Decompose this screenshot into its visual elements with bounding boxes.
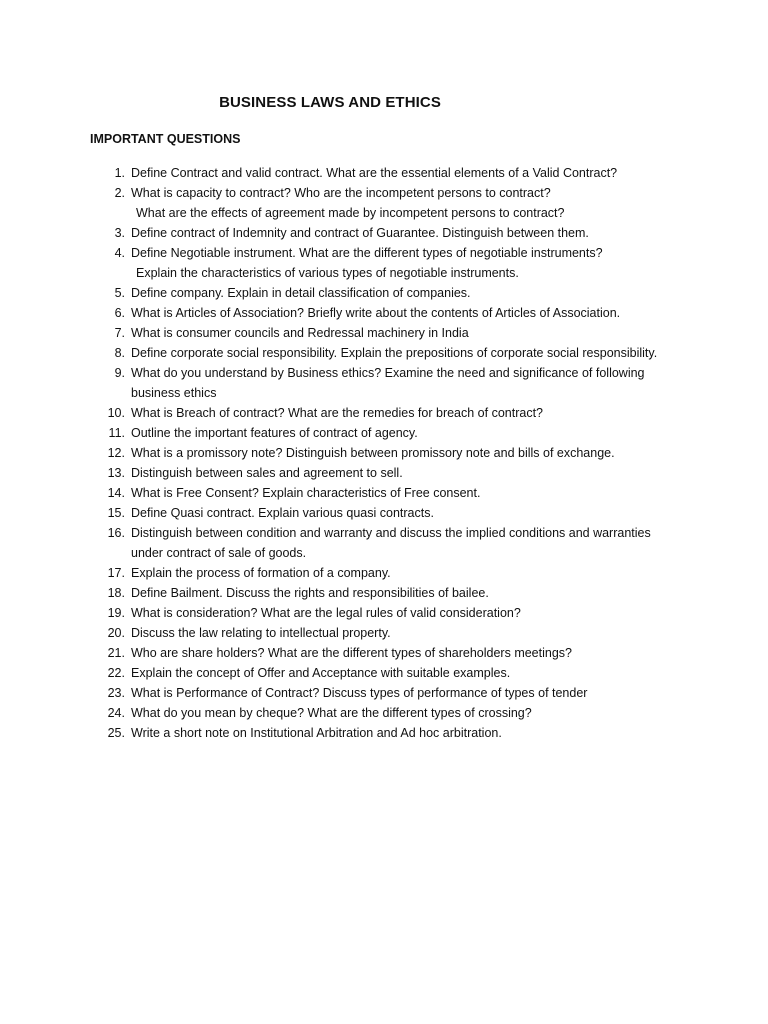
question-text: Discuss the law relating to intellectual property.: [131, 626, 391, 640]
question-item: [0, 683, 768, 703]
question-number: 24.: [107, 706, 125, 720]
question-text: Define corporate social responsibility. Explain the prepositions of corporate social responsibility.: [131, 346, 658, 360]
question-item: [0, 503, 768, 523]
question-text: What is Breach of contract? What are the remedies for breach of contract?: [131, 406, 543, 420]
question-number: 3.: [114, 226, 125, 240]
question-item: [0, 283, 768, 303]
question-number: 1.: [114, 166, 125, 180]
question-text: What is consumer councils and Redressal machinery in India: [131, 326, 469, 340]
question-item: [0, 223, 768, 243]
question-text: Who are share holders? What are the different types of shareholders meetings?: [131, 646, 572, 660]
question-number: 4.: [114, 246, 125, 260]
question-item: [0, 343, 768, 363]
question-item: [0, 483, 768, 503]
question-number: 16.: [107, 526, 125, 540]
question-text: What is Articles of Association? Briefly write about the contents of Articles of Association.: [131, 306, 621, 320]
question-number: 14.: [107, 486, 125, 500]
question-item: [0, 623, 768, 643]
question-text: Define Bailment. Discuss the rights and responsibilities of bailee.: [131, 586, 489, 600]
question-item: [0, 323, 768, 343]
question-item: [0, 703, 768, 723]
question-number: 12.: [107, 446, 125, 460]
question-number: 23.: [107, 686, 125, 700]
question-text: What is a promissory note? Distinguish between promissory note and bills of exchange.: [131, 446, 615, 460]
section-heading: IMPORTANT QUESTIONS: [90, 132, 241, 146]
question-number: 9.: [114, 366, 125, 380]
question-text: Explain the process of formation of a company.: [131, 566, 391, 580]
question-number: 11.: [108, 426, 125, 440]
question-number: 8.: [114, 346, 125, 360]
question-text: What is Free Consent? Explain characteristics of Free consent.: [131, 486, 481, 500]
question-item: [0, 363, 768, 403]
question-text: What do you understand by Business ethics? Examine the need and significance of following: [131, 366, 645, 380]
question-number: 20.: [107, 626, 125, 640]
question-number: 25.: [107, 726, 125, 740]
question-item: [0, 303, 768, 323]
question-number: 10.: [107, 406, 125, 420]
question-text: Distinguish between sales and agreement to sell.: [131, 466, 403, 480]
question-number: 2.: [114, 186, 125, 200]
question-text: Define contract of Indemnity and contract of Guarantee. Distinguish between them.: [131, 226, 589, 240]
question-number: 21.: [107, 646, 125, 660]
question-text: Distinguish between condition and warranty and discuss the implied conditions and warranties: [131, 526, 651, 540]
question-text: Define company. Explain in detail classification of companies.: [131, 286, 471, 300]
question-number: 18.: [107, 586, 125, 600]
question-text-continuation: under contract of sale of goods.: [131, 546, 307, 560]
page-title: BUSINESS LAWS AND ETHICS: [219, 94, 441, 111]
question-list: [0, 163, 768, 743]
question-text: What is consideration? What are the legal rules of valid consideration?: [131, 606, 521, 620]
question-item: [0, 183, 768, 223]
question-number: 13.: [107, 466, 125, 480]
question-item: [0, 243, 768, 283]
question-item: [0, 463, 768, 483]
question-text-continuation: business ethics: [131, 386, 217, 400]
question-number: 15.: [107, 506, 125, 520]
question-number: 6.: [114, 306, 125, 320]
question-item: [0, 443, 768, 463]
question-item: [0, 563, 768, 583]
question-item: [0, 663, 768, 683]
question-number: 22.: [107, 666, 125, 680]
question-item: [0, 603, 768, 623]
question-text-continuation: Explain the characteristics of various types of negotiable instruments.: [136, 266, 519, 280]
question-text: What is capacity to contract? Who are the incompetent persons to contract?: [131, 186, 551, 200]
question-text: Outline the important features of contract of agency.: [131, 426, 418, 440]
question-item: [0, 723, 768, 743]
question-number: 5.: [114, 286, 125, 300]
question-item: [0, 583, 768, 603]
question-item: [0, 403, 768, 423]
question-item: [0, 643, 768, 663]
question-text: What do you mean by cheque? What are the different types of crossing?: [131, 706, 532, 720]
question-number: 19.: [107, 606, 125, 620]
question-number: 7.: [114, 326, 125, 340]
question-text: Explain the concept of Offer and Acceptance with suitable examples.: [131, 666, 511, 680]
question-text: Define Contract and valid contract. What are the essential elements of a Valid Contract?: [131, 166, 618, 180]
question-item: [0, 163, 768, 183]
question-text: Define Negotiable instrument. What are the different types of negotiable instruments?: [131, 246, 603, 260]
question-text-continuation: What are the effects of agreement made by incompetent persons to contract?: [136, 206, 565, 220]
question-text: Write a short note on Institutional Arbitration and Ad hoc arbitration.: [131, 726, 502, 740]
question-item: [0, 523, 768, 563]
question-text: Define Quasi contract. Explain various quasi contracts.: [131, 506, 434, 520]
question-number: 17.: [107, 566, 125, 580]
question-text: What is Performance of Contract? Discuss types of performance of types of tender: [131, 686, 588, 700]
question-item: [0, 423, 768, 443]
